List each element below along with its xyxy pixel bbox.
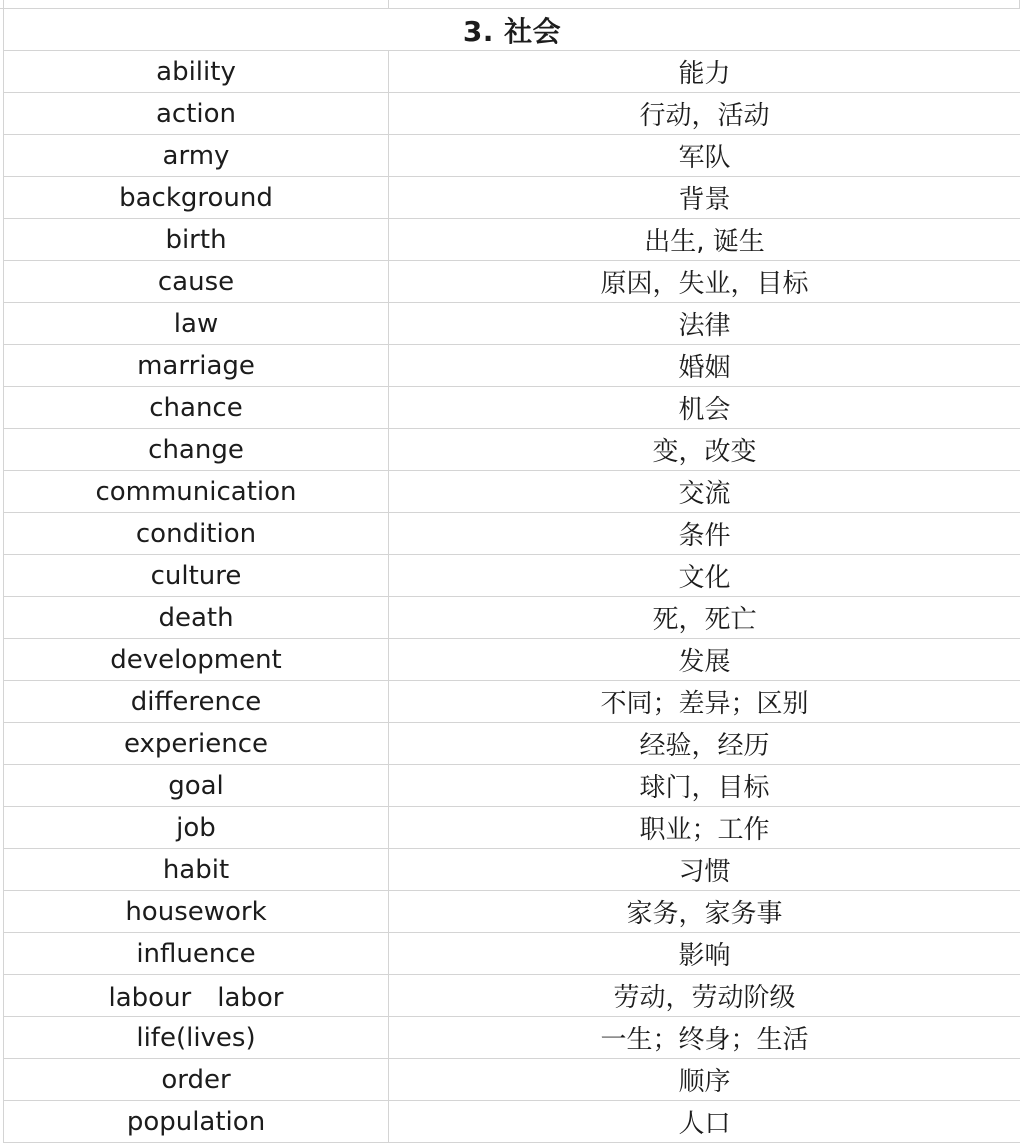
chinese-meaning-cell[interactable]: 影响	[389, 933, 1020, 975]
title-row	[4, 9, 1020, 51]
chinese-meaning-cell[interactable]: 人口	[389, 1101, 1020, 1143]
table-row	[4, 93, 1020, 135]
grid-line	[388, 0, 389, 8]
table-row	[4, 639, 1020, 681]
table-row	[4, 597, 1020, 639]
chinese-meaning-cell[interactable]: 不同；差异；区别	[389, 681, 1020, 723]
table-row	[4, 807, 1020, 849]
english-word-cell[interactable]: labour labor	[4, 975, 389, 1017]
english-word-cell[interactable]: habit	[4, 849, 389, 891]
table-row	[4, 1017, 1020, 1059]
table-row	[4, 303, 1020, 345]
english-word-cell[interactable]: job	[4, 807, 389, 849]
english-word-cell[interactable]: action	[4, 93, 389, 135]
table-row	[4, 51, 1020, 93]
table-row	[4, 849, 1020, 891]
vocabulary-table	[3, 8, 1020, 1143]
english-word-cell[interactable]: marriage	[4, 345, 389, 387]
chinese-meaning-cell[interactable]: 变，改变	[389, 429, 1020, 471]
table-row	[4, 1059, 1020, 1101]
chinese-meaning-cell[interactable]: 发展	[389, 639, 1020, 681]
english-word-cell[interactable]: ability	[4, 51, 389, 93]
english-word-cell[interactable]: condition	[4, 513, 389, 555]
chinese-meaning-cell[interactable]: 条件	[389, 513, 1020, 555]
table-row	[4, 429, 1020, 471]
chinese-meaning-cell[interactable]: 能力	[389, 51, 1020, 93]
chinese-meaning-cell[interactable]: 行动，活动	[389, 93, 1020, 135]
chinese-meaning-cell[interactable]: 文化	[389, 555, 1020, 597]
table-row	[4, 471, 1020, 513]
table-row	[4, 387, 1020, 429]
english-word-cell[interactable]: housework	[4, 891, 389, 933]
chinese-meaning-cell[interactable]: 原因，失业，目标	[389, 261, 1020, 303]
chinese-meaning-cell[interactable]: 死，死亡	[389, 597, 1020, 639]
chinese-meaning-cell[interactable]: 交流	[389, 471, 1020, 513]
table-row	[4, 261, 1020, 303]
table-row	[4, 555, 1020, 597]
chinese-meaning-cell[interactable]: 机会	[389, 387, 1020, 429]
english-word-cell[interactable]: law	[4, 303, 389, 345]
vocabulary-rows	[4, 51, 1020, 1143]
table-row	[4, 681, 1020, 723]
chinese-meaning-cell[interactable]: 法律	[389, 303, 1020, 345]
table-row	[4, 345, 1020, 387]
english-word-cell[interactable]: communication	[4, 471, 389, 513]
chinese-meaning-cell[interactable]: 顺序	[389, 1059, 1020, 1101]
english-word-cell[interactable]: difference	[4, 681, 389, 723]
table-row	[4, 177, 1020, 219]
sheet-title[interactable]: 3. 社会	[4, 9, 1020, 51]
chinese-meaning-cell[interactable]: 职业；工作	[389, 807, 1020, 849]
chinese-meaning-cell[interactable]: 军队	[389, 135, 1020, 177]
english-word-cell[interactable]: culture	[4, 555, 389, 597]
english-word-cell[interactable]: background	[4, 177, 389, 219]
table-row	[4, 219, 1020, 261]
chinese-meaning-cell[interactable]: 经验，经历	[389, 723, 1020, 765]
table-row	[4, 765, 1020, 807]
chinese-meaning-cell[interactable]: 劳动，劳动阶级	[389, 975, 1020, 1017]
chinese-meaning-cell[interactable]: 出生, 诞生	[389, 219, 1020, 261]
english-word-cell[interactable]: birth	[4, 219, 389, 261]
english-word-cell[interactable]: death	[4, 597, 389, 639]
table-row	[4, 723, 1020, 765]
english-word-cell[interactable]: experience	[4, 723, 389, 765]
chinese-meaning-cell[interactable]: 习惯	[389, 849, 1020, 891]
table-row	[4, 933, 1020, 975]
grid-line	[3, 0, 4, 8]
english-word-cell[interactable]: chance	[4, 387, 389, 429]
english-word-cell[interactable]: goal	[4, 765, 389, 807]
table-row	[4, 891, 1020, 933]
table-row	[4, 513, 1020, 555]
chinese-meaning-cell[interactable]: 球门，目标	[389, 765, 1020, 807]
table-row	[4, 975, 1020, 1017]
chinese-meaning-cell[interactable]: 背景	[389, 177, 1020, 219]
chinese-meaning-cell[interactable]: 一生；终身；生活	[389, 1017, 1020, 1059]
table-row	[4, 135, 1020, 177]
chinese-meaning-cell[interactable]: 家务，家务事	[389, 891, 1020, 933]
english-word-cell[interactable]: cause	[4, 261, 389, 303]
table-row	[4, 1101, 1020, 1143]
english-word-cell[interactable]: order	[4, 1059, 389, 1101]
english-word-cell[interactable]: development	[4, 639, 389, 681]
english-word-cell[interactable]: life(lives)	[4, 1017, 389, 1059]
english-word-cell[interactable]: change	[4, 429, 389, 471]
english-word-cell[interactable]: population	[4, 1101, 389, 1143]
english-word-cell[interactable]: army	[4, 135, 389, 177]
chinese-meaning-cell[interactable]: 婚姻	[389, 345, 1020, 387]
english-word-cell[interactable]: influence	[4, 933, 389, 975]
